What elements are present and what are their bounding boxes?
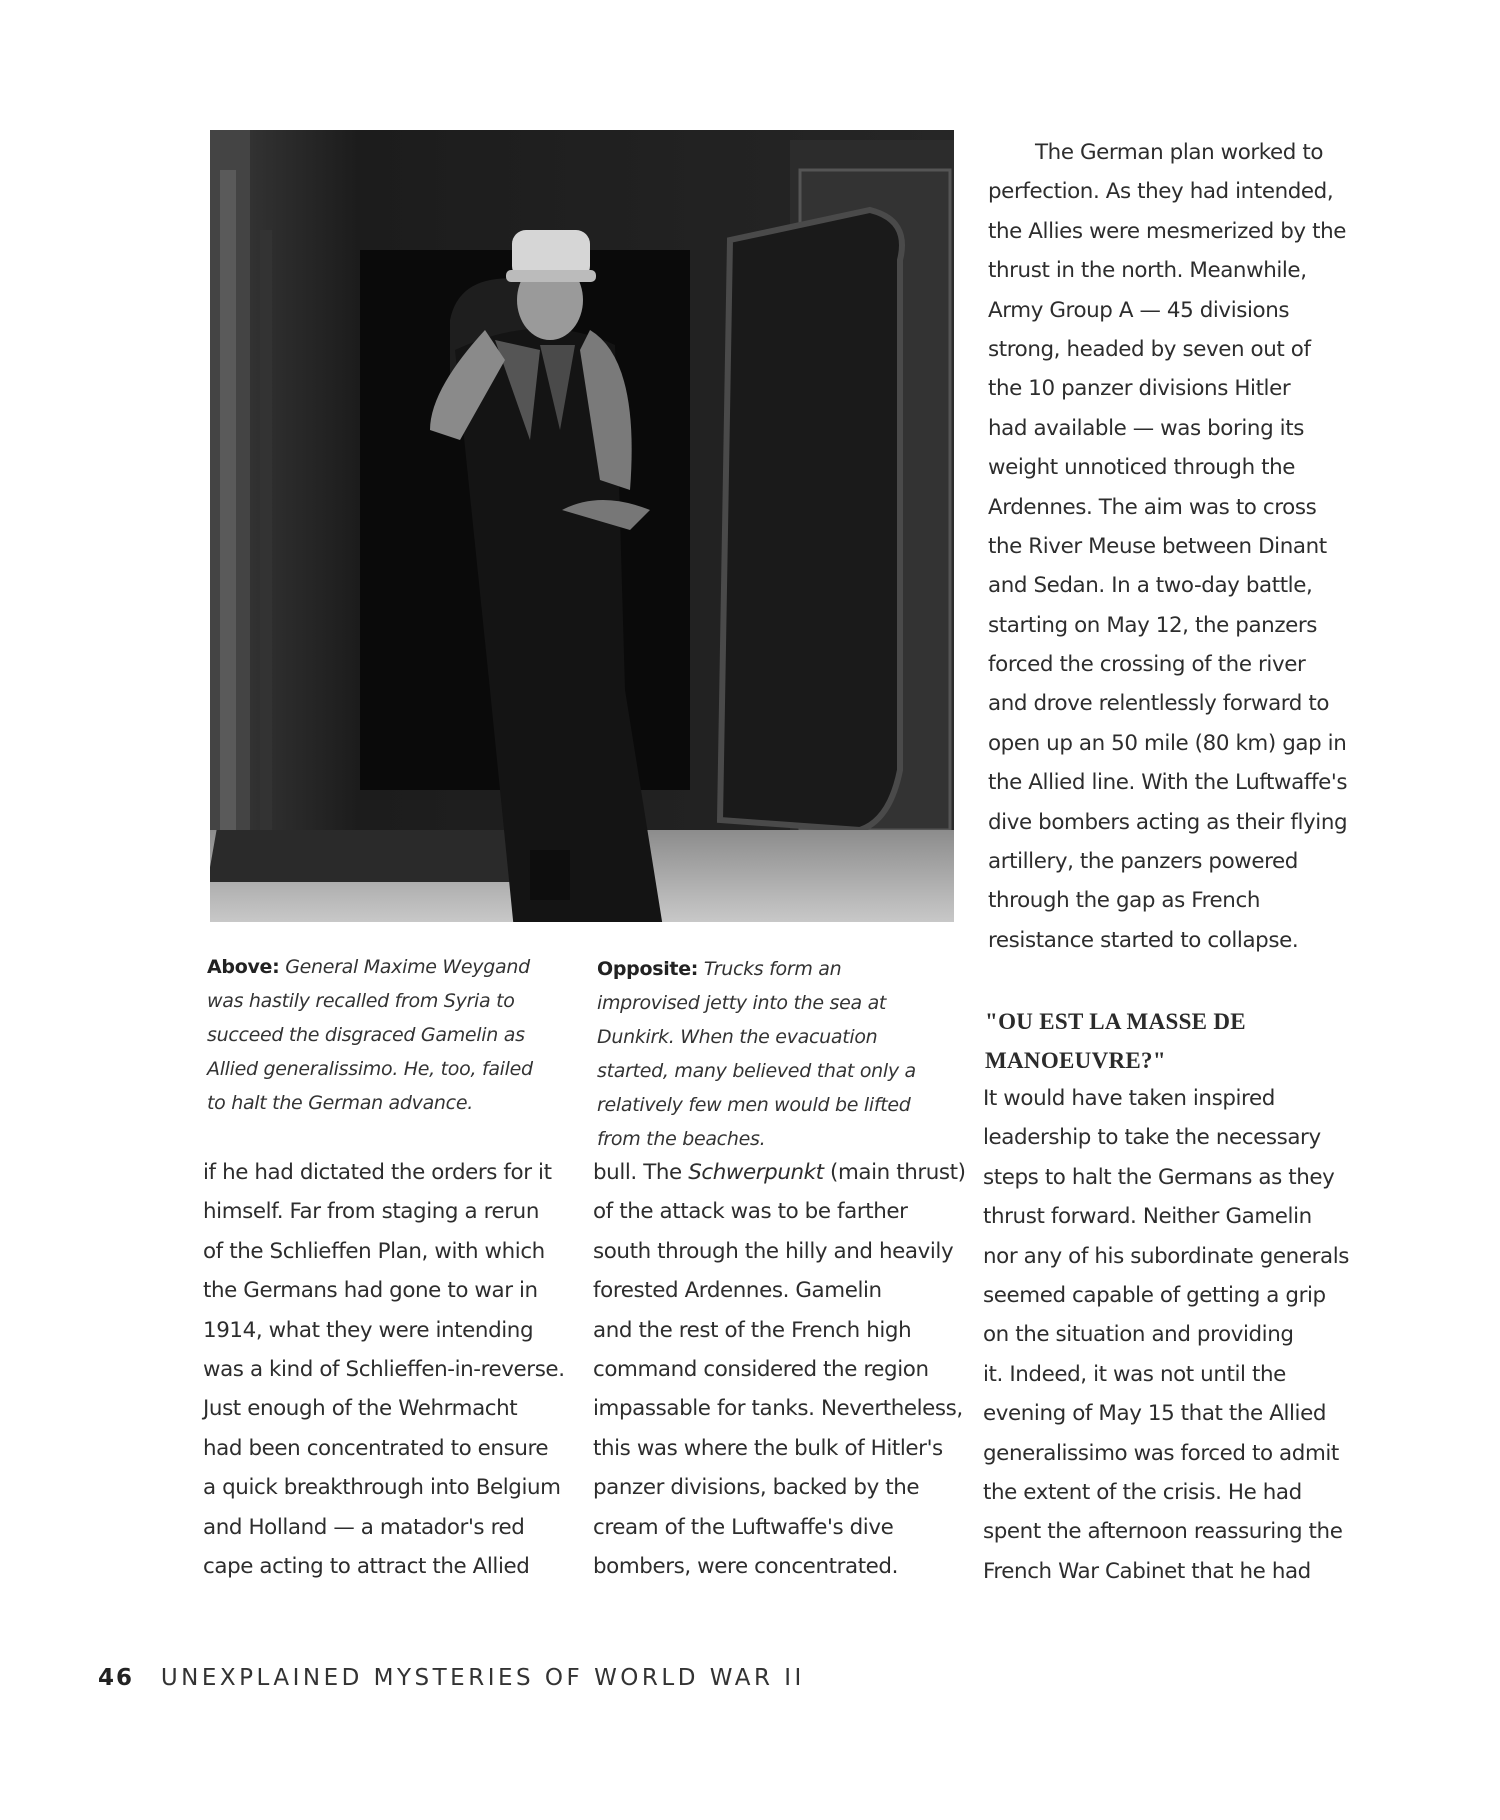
caption-above-text: General Maxime Weygand was hastily recalled from Syria to succeed the disgraced Gamelin as Allied generalissimo. He, too, failed to halt the German advance. [207, 956, 533, 1114]
text-line: on the situation and providing [983, 1322, 1294, 1348]
caption-opposite [597, 952, 942, 1156]
text-line: leadership to take the necessary [983, 1125, 1321, 1151]
text-line: the Allied line. With the Luftwaffe's [988, 770, 1348, 796]
text-line: bombers, were concentrated. [593, 1553, 899, 1579]
text-line: of the attack was to be farther [593, 1199, 908, 1225]
schwerpunkt-term: Schwerpunkt [688, 1160, 824, 1185]
caption-opposite-text: Trucks form an improvised jetty into the sea at Dunkirk. When the evacuation started, many believed that only a relatively few men would be lifted from the beaches. [597, 958, 916, 1150]
text-line: forced the crossing of the river [988, 652, 1306, 678]
body-column-3-top [988, 133, 1347, 960]
text-line: and the rest of the French high [593, 1317, 912, 1343]
text-line: the extent of the crisis. He had [983, 1479, 1302, 1505]
text-line: open up an 50 mile (80 km) gap in [988, 730, 1347, 756]
text-line: Ardennes. The aim was to cross [988, 494, 1317, 520]
text-line: artillery, the panzers powered [988, 849, 1298, 875]
text-line: the River Meuse between Dinant [988, 533, 1327, 559]
caption-above-label: Above: [207, 956, 280, 978]
text-line: and Holland — a matador's red [203, 1514, 525, 1540]
text-line: resistance started to collapse. [988, 927, 1299, 953]
section-heading: "OU EST LA MASSE DE MANOEUVRE?" [985, 1009, 1246, 1073]
text-line: It would have taken inspired [983, 1086, 1275, 1111]
page-number: 46 [98, 1665, 135, 1691]
text-line: was a kind of Schlieffen-in-reverse. [203, 1356, 565, 1382]
text-line: forested Ardennes. Gamelin [593, 1278, 882, 1304]
text-line [593, 1153, 966, 1192]
text-line: thrust forward. Neither Gamelin [983, 1204, 1312, 1230]
text-line: had been concentrated to ensure [203, 1435, 549, 1461]
text-line: nor any of his subordinate generals [983, 1243, 1349, 1269]
running-title: UNEXPLAINED MYSTERIES OF WORLD WAR II [160, 1665, 805, 1691]
text-line: steps to halt the Germans as they [983, 1164, 1335, 1190]
weygand-photo [210, 130, 954, 922]
text-line: through the gap as French [988, 888, 1260, 914]
text-line: it. Indeed, it was not until the [983, 1361, 1286, 1387]
text-line: and drove relentlessly forward to [988, 691, 1330, 717]
text-line: and Sedan. In a two-day battle, [988, 573, 1313, 599]
text-line: the 10 panzer divisions Hitler [988, 376, 1291, 402]
text-line: cape acting to attract the Allied [203, 1553, 530, 1579]
text-line: starting on May 12, the panzers [988, 612, 1318, 638]
text-line: had available — was boring its [988, 415, 1304, 441]
text-line: evening of May 15 that the Allied [983, 1401, 1327, 1427]
text-line: French War Cabinet that he had [983, 1558, 1311, 1584]
text-line: strong, headed by seven out of [988, 336, 1311, 362]
text-line: Just enough of the Wehrmacht [203, 1396, 518, 1422]
body-column-2 [593, 1153, 966, 1586]
text-line: thrust in the north. Meanwhile, [988, 258, 1307, 284]
text-line: a quick breakthrough into Belgium [203, 1475, 561, 1501]
page-footer [98, 1665, 805, 1691]
text-line: himself. Far from staging a rerun [203, 1199, 539, 1225]
text-line: impassable for tanks. Nevertheless, [593, 1396, 963, 1422]
text-line: of the Schlieffen Plan, with which [203, 1238, 545, 1264]
text-line: generalissimo was forced to admit [983, 1440, 1339, 1466]
text-line: seemed capable of getting a grip [983, 1282, 1326, 1308]
photo-illustration [210, 130, 954, 922]
body-column-1 [203, 1153, 565, 1586]
caption-opposite-label: Opposite: [597, 958, 699, 980]
text-line: command considered the region [593, 1356, 929, 1382]
text-line: the Germans had gone to war in [203, 1278, 538, 1304]
text-line: The German plan worked to [1035, 140, 1324, 165]
text-line: dive bombers acting as their flying [988, 809, 1348, 835]
text-line: perfection. As they had intended, [988, 179, 1334, 205]
text-line: 1914, what they were intending [203, 1317, 534, 1343]
text-line: if he had dictated the orders for it [203, 1160, 552, 1185]
caption-above [207, 950, 552, 1120]
text-line: the Allies were mesmerized by the [988, 218, 1346, 244]
body-column-3-bottom [983, 1079, 1349, 1591]
text-line: Army Group A — 45 divisions [988, 297, 1290, 323]
text-line: this was where the bulk of Hitler's [593, 1435, 943, 1461]
text-run: (main thrust) [823, 1160, 966, 1185]
text-line: weight unnoticed through the [988, 455, 1296, 481]
text-line: cream of the Luftwaffe's dive [593, 1514, 894, 1540]
text-line: panzer divisions, backed by the [593, 1475, 920, 1501]
text-line: south through the hilly and heavily [593, 1238, 954, 1264]
text-line: spent the afternoon reassuring the [983, 1519, 1343, 1545]
text-run: bull. The [593, 1160, 689, 1185]
